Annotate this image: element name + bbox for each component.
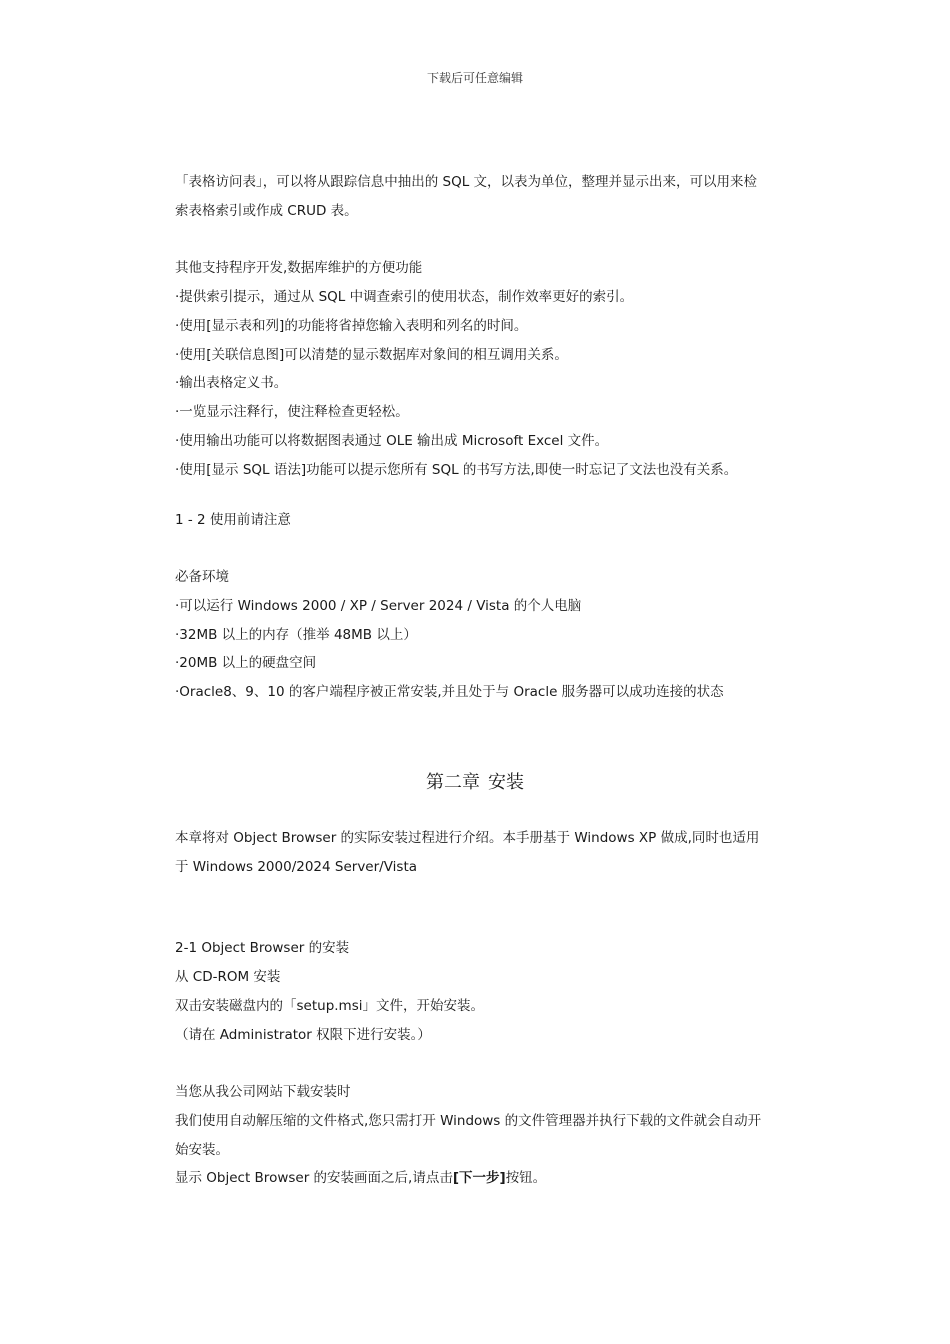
requirement-item: ·Oracle8、9、10 的客户端程序被正常安装,并且处于与 Oracle 服务器可以成功连接的状态 <box>175 684 724 700</box>
requirements-heading: 必备环境 <box>175 569 229 585</box>
requirement-item: ·20MB 以上的硬盘空间 <box>175 655 317 671</box>
chapter-heading <box>0 768 950 794</box>
chapter-intro-line-1: 本章将对 Object Browser 的实际安装过程进行介绍。本手册基于 Windows XP 做成,同时也适用 <box>175 830 760 846</box>
section-1-2-title: 1 - 2 使用前请注意 <box>175 512 291 528</box>
section-2-1-title: 2-1 Object Browser 的安装 <box>175 940 350 956</box>
chapter-title: 安装 <box>488 772 524 793</box>
feature-item: ·使用[显示 SQL 语法]功能可以提示您所有 SQL 的书写方法,即使一时忘记了文法也没有关系。 <box>175 462 738 478</box>
download-heading: 当您从我公司网站下载安装时 <box>175 1084 351 1100</box>
next-step-suffix: 按钮。 <box>505 1170 547 1186</box>
other-features-heading: 其他支持程序开发,数据库维护的方便功能 <box>175 260 423 276</box>
next-step-prefix: 显示 Object Browser 的安装画面之后,请点击 <box>175 1170 453 1186</box>
chapter-intro-line-2: 于 Windows 2000/2024 Server/Vista <box>175 859 418 875</box>
intro-line-1: 「表格访问表」，可以将从跟踪信息中抽出的 SQL 文，以表为单位，整理并显示出来，可以用来检 <box>175 174 758 190</box>
feature-item: ·提供索引提示，通过从 SQL 中调查索引的使用状态，制作效率更好的索引。 <box>175 289 634 305</box>
next-button-label: [下一步] <box>452 1170 506 1186</box>
download-line-1: 我们使用自动解压缩的文件格式,您只需打开 Windows 的文件管理器并执行下载的文件就会自动开 <box>175 1113 762 1129</box>
feature-item: ·使用输出功能可以将数据图表通过 OLE 输出成 Microsoft Excel 文件。 <box>175 433 609 449</box>
cdrom-heading: 从 CD-ROM 安装 <box>175 969 281 985</box>
requirement-item: ·32MB 以上的内存（推举 48MB 以上） <box>175 627 417 643</box>
download-line-2: 始安装。 <box>175 1142 229 1158</box>
page-header: 下载后可任意编辑 <box>426 71 523 85</box>
feature-item: ·输出表格定义书。 <box>175 375 288 391</box>
feature-item: ·一览显示注释行，使注释检查更轻松。 <box>175 404 409 420</box>
cdrom-note: （请在 Administrator 权限下进行安装。） <box>175 1027 431 1043</box>
feature-item: ·使用[显示表和列]的功能将省掉您输入表明和列名的时间。 <box>175 318 528 334</box>
requirement-item: ·可以运行 Windows 2000 / XP / Server 2024 / Vista 的个人电脑 <box>175 598 582 614</box>
chapter-number: 第二章 <box>426 772 480 793</box>
intro-line-2: 索表格索引或作成 CRUD 表。 <box>175 203 358 219</box>
cdrom-step: 双击安装磁盘内的「setup.msi」文件，开始安装。 <box>175 998 484 1014</box>
next-step-instruction <box>175 1169 546 1187</box>
feature-item: ·使用[关联信息图]可以清楚的显示数据库对象间的相互调用关系。 <box>175 347 568 363</box>
